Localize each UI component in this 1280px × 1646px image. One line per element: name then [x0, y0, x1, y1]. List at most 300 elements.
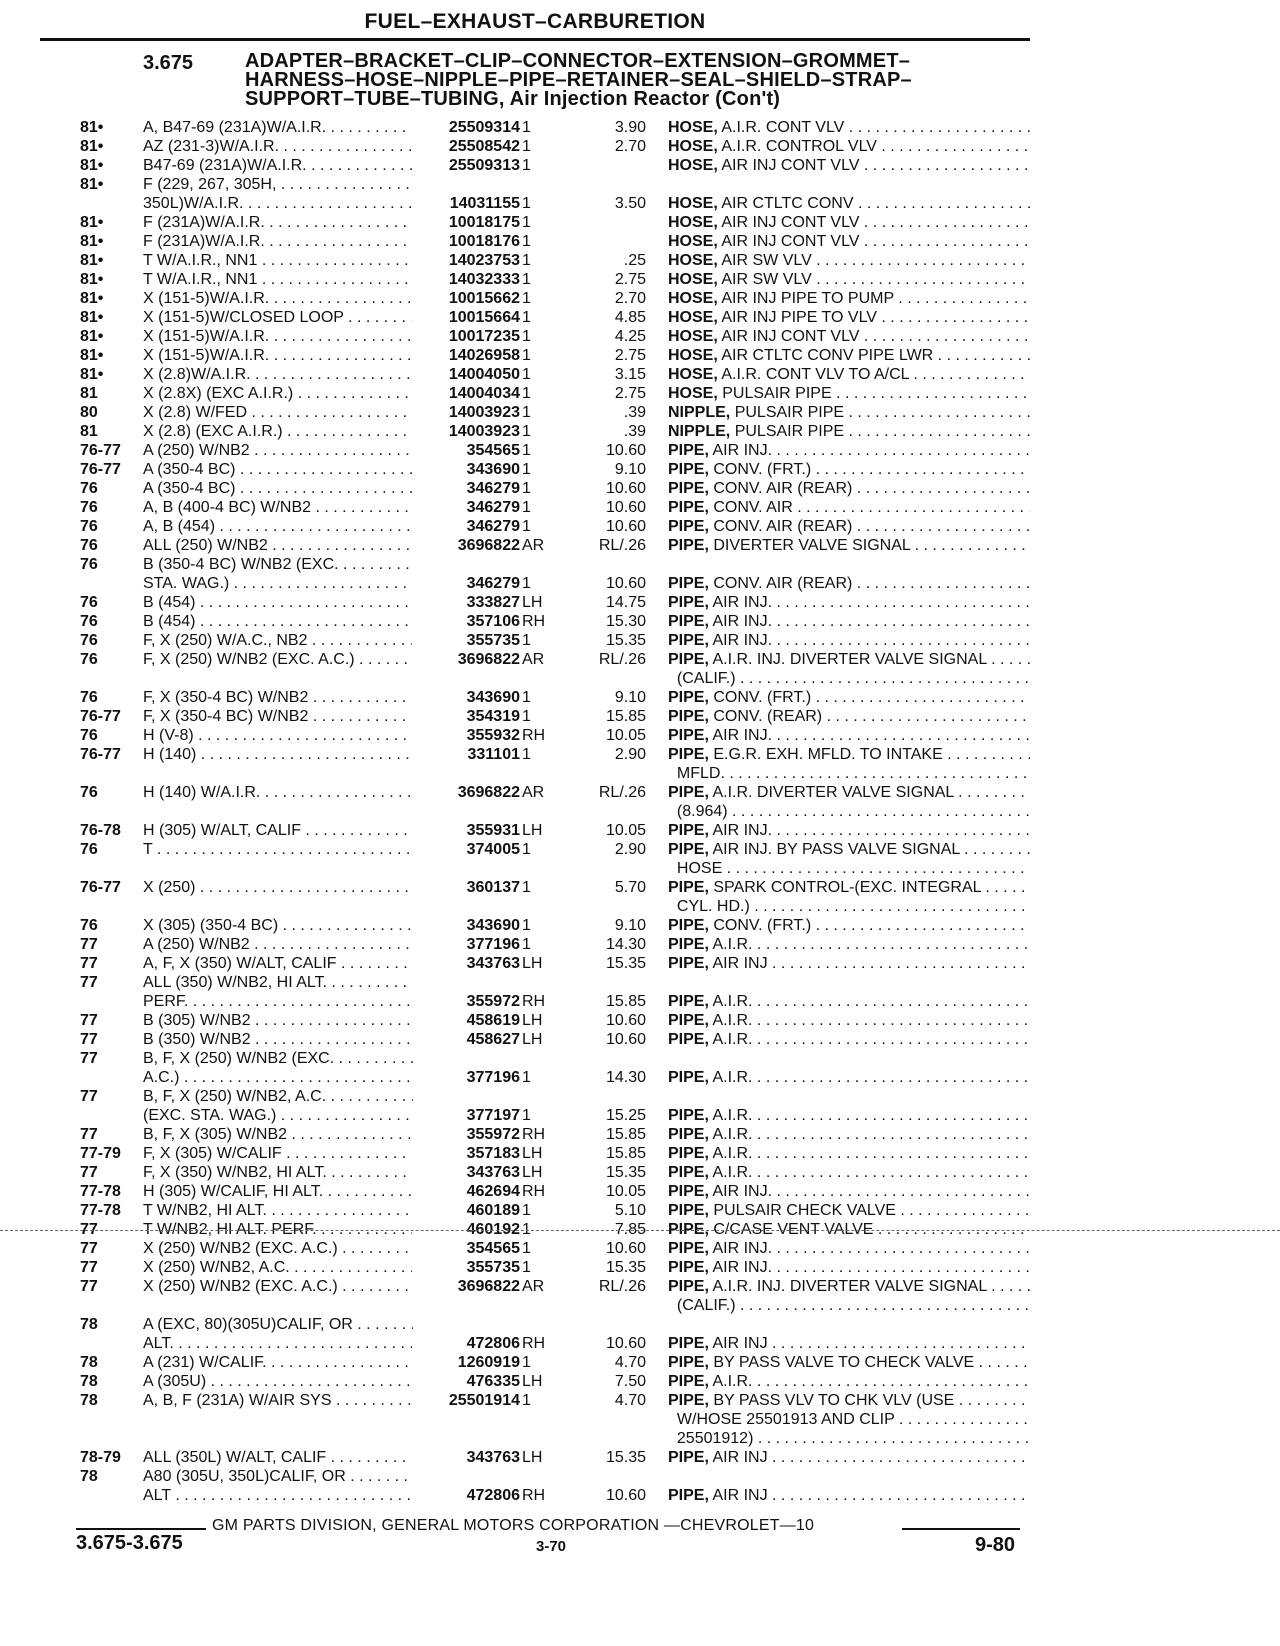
row-quantity: 1 — [522, 119, 531, 136]
table-row — [0, 289, 1280, 308]
row-description-text: HOSE — [676, 860, 723, 877]
row-description — [668, 1277, 1030, 1296]
row-model: X (2.8) (EXC A.I.R.) . . . — [143, 422, 413, 441]
row-price: 15.85 — [605, 1145, 646, 1162]
table-row — [0, 840, 1280, 859]
row-description — [668, 783, 1030, 802]
row-model: A (250) W/NB2 . . . — [143, 935, 413, 954]
table-row — [0, 137, 1280, 156]
row-part-name: PIPE, — [668, 480, 709, 497]
row-model: X (250) W/NB2 (EXC. A.C.) . . . — [143, 1239, 413, 1258]
row-part-number: 343690 — [412, 916, 520, 935]
table-row — [0, 1410, 1280, 1429]
row-part-number: 10018176 — [412, 232, 520, 251]
row-part-name: PIPE, — [668, 518, 709, 535]
table-row — [0, 555, 1280, 574]
row-model: X (151-5)W/A.I.R. . . . — [143, 327, 413, 346]
row-description — [668, 517, 1030, 536]
row-part-name: PIPE, — [668, 1335, 709, 1352]
row-year: 77-78 — [80, 1183, 121, 1200]
row-year: 81• — [80, 176, 104, 193]
table-row — [0, 707, 1280, 726]
row-part-number: 472806 — [412, 1334, 520, 1353]
row-part-name: PIPE, — [668, 613, 709, 630]
row-part-name: HOSE, — [668, 271, 718, 288]
row-quantity: 1 — [522, 157, 531, 174]
row-part-number: 14003923 — [412, 422, 520, 441]
row-model: X (250) W/NB2 (EXC. A.C.) . . . — [143, 1277, 413, 1296]
row-part-name: HOSE, — [668, 157, 718, 174]
row-description — [668, 384, 1030, 403]
row-model: F, X (350) W/NB2, HI ALT. . . . — [143, 1163, 413, 1182]
row-model: AZ (231-3)W/A.I.R. . . . — [143, 137, 413, 156]
row-part-number: 343690 — [412, 460, 520, 479]
row-quantity: 1 — [522, 1240, 531, 1257]
table-row — [0, 764, 1280, 783]
row-price: 10.60 — [605, 480, 646, 497]
row-quantity: 1 — [522, 271, 531, 288]
row-quantity: 1 — [522, 138, 531, 155]
row-year: 77 — [80, 974, 98, 991]
row-price: 15.85 — [605, 993, 646, 1010]
row-year: 78 — [80, 1316, 98, 1333]
row-description-text: (CALIF.) — [676, 670, 736, 687]
row-model: B (454) . . . — [143, 612, 413, 631]
row-year: 77 — [80, 1050, 98, 1067]
row-model: X (305) (350-4 BC) . . . — [143, 916, 413, 935]
row-part-name: PIPE, — [668, 746, 709, 763]
row-part-name: PIPE, — [668, 442, 709, 459]
row-quantity: 1 — [522, 461, 531, 478]
table-row — [0, 897, 1280, 916]
table-row — [0, 916, 1280, 935]
row-description-text: CONV. AIR — [713, 499, 793, 516]
row-description-text: AIR INJ PIPE TO PUMP — [721, 290, 894, 307]
row-price: 3.15 — [614, 366, 646, 383]
table-row — [0, 308, 1280, 327]
row-model: A (350-4 BC) . . . — [143, 460, 413, 479]
row-description — [668, 821, 1030, 840]
row-quantity: 1 — [522, 214, 531, 231]
row-year: 76 — [80, 651, 98, 668]
row-description — [668, 346, 1030, 365]
row-description-text: CONV. AIR (REAR) — [713, 480, 853, 497]
row-description — [668, 156, 1030, 175]
row-description-text: CONV. (FRT.) — [713, 689, 812, 706]
row-description-text: CONV. (REAR) — [713, 708, 823, 725]
row-description-text: A.I.R. — [712, 936, 753, 953]
row-price: 4.70 — [614, 1392, 646, 1409]
row-part-number: 357183 — [412, 1144, 520, 1163]
table-row — [0, 365, 1280, 384]
table-row — [0, 441, 1280, 460]
footer-section-range: 3.675-3.675 — [76, 1532, 183, 1554]
table-row — [0, 1277, 1280, 1296]
row-price: 9.10 — [614, 461, 646, 478]
row-part-number: 14032333 — [412, 270, 520, 289]
table-row — [0, 1068, 1280, 1087]
row-description — [668, 1448, 1030, 1467]
row-quantity: 1 — [522, 1069, 531, 1086]
row-year: 76 — [80, 727, 98, 744]
row-price: 3.50 — [614, 195, 646, 212]
row-quantity: RH — [522, 1126, 546, 1143]
row-description-text: A.I.R. INJ. DIVERTER VALVE SIGNAL — [712, 1278, 987, 1295]
row-description-text: MFLD. — [676, 765, 725, 782]
row-quantity: LH — [522, 1031, 543, 1048]
row-part-number: 1260919 — [412, 1353, 520, 1372]
row-part-name: PIPE, — [668, 1240, 709, 1257]
row-year: 77 — [80, 1221, 98, 1238]
row-part-name: HOSE, — [668, 214, 718, 231]
table-row — [0, 118, 1280, 137]
row-description — [668, 118, 1030, 137]
row-description — [668, 251, 1030, 270]
row-price: 2.75 — [614, 347, 646, 364]
row-year: 81• — [80, 366, 104, 383]
row-description-text: A.I.R. DIVERTER VALVE SIGNAL — [712, 784, 954, 801]
row-year: 81• — [80, 252, 104, 269]
row-quantity: 1 — [522, 841, 531, 858]
row-price: 10.60 — [605, 499, 646, 516]
row-description — [668, 897, 1030, 916]
row-year: 78 — [80, 1392, 98, 1409]
row-description-text: AIR INJ — [712, 1335, 768, 1352]
row-description — [668, 1068, 1030, 1087]
footer-rule — [76, 1528, 206, 1530]
row-description-text: W/HOSE 25501913 AND CLIP — [676, 1411, 895, 1428]
row-year: 77 — [80, 1164, 98, 1181]
row-quantity: AR — [522, 651, 545, 668]
table-row — [0, 1258, 1280, 1277]
row-part-name: HOSE, — [668, 252, 718, 269]
row-description — [668, 631, 1030, 650]
row-price: 10.60 — [605, 442, 646, 459]
row-model: X (151-5)W/CLOSED LOOP . . . — [143, 308, 413, 327]
row-description — [668, 1030, 1030, 1049]
table-row — [0, 232, 1280, 251]
row-model: F, X (250) W/A.C., NB2 . . . — [143, 631, 413, 650]
row-price: 10.05 — [605, 727, 646, 744]
row-quantity: 1 — [522, 442, 531, 459]
row-quantity: RH — [522, 1487, 546, 1504]
table-row — [0, 479, 1280, 498]
row-description — [668, 422, 1030, 441]
row-description-text: AIR INJ. — [712, 632, 773, 649]
row-model: A, B47-69 (231A)W/A.I.R. . . . — [143, 118, 413, 137]
table-row — [0, 1448, 1280, 1467]
row-price: .25 — [623, 252, 646, 269]
row-quantity: LH — [522, 594, 543, 611]
row-description — [668, 1391, 1030, 1410]
row-price: 15.85 — [605, 1126, 646, 1143]
row-description-text: PULSAIR PIPE — [722, 385, 832, 402]
fold-line — [0, 1230, 1280, 1231]
row-price: 2.70 — [614, 138, 646, 155]
row-quantity: 1 — [522, 518, 531, 535]
row-part-number: 14003923 — [412, 403, 520, 422]
row-model: ALT. . . . — [143, 1334, 413, 1353]
row-part-name: PIPE, — [668, 575, 709, 592]
row-part-name: HOSE, — [668, 347, 718, 364]
row-model: H (305) W/CALIF, HI ALT. . . . — [143, 1182, 413, 1201]
row-model: F (231A)W/A.I.R. . . . — [143, 232, 413, 251]
table-row — [0, 213, 1280, 232]
row-description — [668, 479, 1030, 498]
row-part-number: 25501914 — [412, 1391, 520, 1410]
row-quantity: LH — [522, 1164, 543, 1181]
row-description-text: AIR INJ. — [712, 727, 773, 744]
row-model: H (V-8) . . . — [143, 726, 413, 745]
row-quantity: 1 — [522, 309, 531, 326]
row-year: 76 — [80, 594, 98, 611]
row-part-number: 10018175 — [412, 213, 520, 232]
row-description-text: AIR INJ. — [712, 613, 773, 630]
row-part-number: 360137 — [412, 878, 520, 897]
row-part-name: PIPE, — [668, 1259, 709, 1276]
row-part-number: 14023753 — [412, 251, 520, 270]
row-quantity: 1 — [522, 499, 531, 516]
row-quantity: 1 — [522, 233, 531, 250]
table-row — [0, 688, 1280, 707]
row-year: 81• — [80, 233, 104, 250]
row-description-text: AIR INJ — [712, 955, 768, 972]
row-price: 15.85 — [605, 708, 646, 725]
table-row — [0, 517, 1280, 536]
row-quantity: LH — [522, 1373, 543, 1390]
row-model: F, X (250) W/NB2 (EXC. A.C.) . . . — [143, 650, 413, 669]
header-rule — [40, 38, 1030, 41]
row-description-text: A.I.R. INJ. DIVERTER VALVE SIGNAL — [712, 651, 987, 668]
row-year: 76 — [80, 480, 98, 497]
row-price: 10.60 — [605, 1012, 646, 1029]
row-description — [668, 1125, 1030, 1144]
row-description-text: AIR INJ. — [712, 594, 773, 611]
row-quantity: RH — [522, 613, 546, 630]
row-part-name: PIPE, — [668, 917, 709, 934]
row-description-text: CONV. AIR (REAR) — [713, 575, 853, 592]
table-row — [0, 574, 1280, 593]
row-price: 2.75 — [614, 271, 646, 288]
row-description-text: A.I.R. CONT VLV TO A/CL — [721, 366, 909, 383]
row-description — [668, 137, 1030, 156]
row-description — [668, 574, 1030, 593]
row-part-name: HOSE, — [668, 195, 718, 212]
footer-rule — [902, 1528, 1020, 1530]
row-model: X (250) . . . — [143, 878, 413, 897]
table-row — [0, 1315, 1280, 1334]
row-quantity: 1 — [522, 708, 531, 725]
row-part-number: 460189 — [412, 1201, 520, 1220]
row-quantity: LH — [522, 822, 543, 839]
table-row — [0, 156, 1280, 175]
row-price: .39 — [623, 423, 646, 440]
table-row — [0, 992, 1280, 1011]
row-year: 81 — [80, 423, 98, 440]
row-part-name: PIPE, — [668, 1031, 709, 1048]
row-part-number: 3696822 — [412, 1277, 520, 1296]
table-row — [0, 1144, 1280, 1163]
row-quantity: LH — [522, 1449, 543, 1466]
row-year: 81 — [80, 385, 98, 402]
table-row — [0, 1125, 1280, 1144]
row-quantity: RH — [522, 993, 546, 1010]
table-row — [0, 1163, 1280, 1182]
row-part-number: 25509313 — [412, 156, 520, 175]
row-part-name: PIPE, — [668, 1069, 709, 1086]
row-price: RL/.26 — [598, 784, 646, 801]
row-part-name: HOSE, — [668, 138, 718, 155]
row-year: 77 — [80, 1126, 98, 1143]
row-model: F (231A)W/A.I.R. . . . — [143, 213, 413, 232]
section-title-line: SUPPORT–TUBE–TUBING, Air Injection Reactor (Con't) — [245, 88, 781, 110]
row-year: 81• — [80, 309, 104, 326]
row-description-text: AIR INJ — [712, 1487, 768, 1504]
row-description — [668, 1144, 1030, 1163]
row-year: 76 — [80, 518, 98, 535]
table-row — [0, 821, 1280, 840]
row-part-number: 354319 — [412, 707, 520, 726]
row-part-number: 472806 — [412, 1486, 520, 1505]
row-year: 81• — [80, 328, 104, 345]
row-price: 5.10 — [614, 1202, 646, 1219]
row-description — [668, 232, 1030, 251]
row-year: 81• — [80, 271, 104, 288]
row-part-number: 343763 — [412, 954, 520, 973]
row-description-text: AIR INJ. BY PASS VALVE SIGNAL — [712, 841, 960, 858]
row-quantity: RH — [522, 1335, 546, 1352]
row-model: X (151-5)W/A.I.R. . . . — [143, 289, 413, 308]
row-description-text: AIR INJ CONT VLV — [721, 233, 860, 250]
row-part-number: 377197 — [412, 1106, 520, 1125]
row-description — [668, 1258, 1030, 1277]
table-row — [0, 1106, 1280, 1125]
row-year: 76 — [80, 841, 98, 858]
row-year: 78 — [80, 1468, 98, 1485]
table-row — [0, 384, 1280, 403]
table-row — [0, 270, 1280, 289]
row-part-number: 462694 — [412, 1182, 520, 1201]
row-description — [668, 840, 1030, 859]
row-description — [668, 441, 1030, 460]
table-row — [0, 669, 1280, 688]
table-row — [0, 460, 1280, 479]
row-quantity: 1 — [522, 1107, 531, 1124]
row-year: 81• — [80, 138, 104, 155]
row-model: F, X (350-4 BC) W/NB2 . . . — [143, 707, 413, 726]
row-year: 76-77 — [80, 708, 121, 725]
row-year: 76-77 — [80, 879, 121, 896]
row-year: 76 — [80, 689, 98, 706]
row-model: T W/A.I.R., NN1 . . . — [143, 270, 413, 289]
row-part-name: PIPE, — [668, 1145, 709, 1162]
row-part-number: 354565 — [412, 1239, 520, 1258]
row-price: 15.35 — [605, 1259, 646, 1276]
row-price: 9.10 — [614, 689, 646, 706]
row-part-number: 458619 — [412, 1011, 520, 1030]
row-description — [668, 1486, 1030, 1505]
row-year: 77-79 — [80, 1145, 121, 1162]
footer-date: 9-80 — [975, 1534, 1016, 1556]
row-part-number: 374005 — [412, 840, 520, 859]
row-model: A (350-4 BC) . . . — [143, 479, 413, 498]
row-quantity: 1 — [522, 423, 531, 440]
row-part-number: 343690 — [412, 688, 520, 707]
row-part-name: PIPE, — [668, 936, 709, 953]
row-price: 7.50 — [614, 1373, 646, 1390]
row-part-number: 355972 — [412, 1125, 520, 1144]
table-row — [0, 1011, 1280, 1030]
row-part-name: PIPE, — [668, 708, 709, 725]
row-price: 14.30 — [605, 1069, 646, 1086]
table-row — [0, 346, 1280, 365]
row-description-text: AIR INJ. — [712, 442, 773, 459]
row-price: 14.30 — [605, 936, 646, 953]
row-description-text: A.I.R. — [712, 1145, 753, 1162]
row-description-text: AIR CTLTC CONV PIPE LWR — [721, 347, 934, 364]
row-year: 77 — [80, 1088, 98, 1105]
row-model: F, X (350-4 BC) W/NB2 . . . — [143, 688, 413, 707]
table-row — [0, 1334, 1280, 1353]
row-part-name: NIPPLE, — [668, 404, 731, 421]
row-quantity: 1 — [522, 936, 531, 953]
row-model: F, X (305) W/CALIF . . . — [143, 1144, 413, 1163]
row-model: B (305) W/NB2 . . . — [143, 1011, 413, 1030]
row-quantity: LH — [522, 1012, 543, 1029]
row-price: RL/.26 — [598, 537, 646, 554]
row-model: B, F, X (250) W/NB2, A.C. . . . — [143, 1087, 413, 1106]
row-part-name: PIPE, — [668, 651, 709, 668]
row-description — [668, 1353, 1030, 1372]
row-model: ALL (250) W/NB2 . . . — [143, 536, 413, 555]
row-part-number: 343763 — [412, 1448, 520, 1467]
row-description-text: AIR INJ. — [712, 1240, 773, 1257]
row-description — [668, 403, 1030, 422]
row-price: 3.90 — [614, 119, 646, 136]
table-row — [0, 783, 1280, 802]
row-model: A (250) W/NB2 . . . — [143, 441, 413, 460]
row-quantity: AR — [522, 1278, 545, 1295]
row-quantity: 1 — [522, 347, 531, 364]
row-part-name: HOSE, — [668, 328, 718, 345]
row-year: 80 — [80, 404, 98, 421]
row-part-name: HOSE, — [668, 366, 718, 383]
row-model: B (350-4 BC) W/NB2 (EXC. . . . — [143, 555, 413, 574]
row-part-name: PIPE, — [668, 955, 709, 972]
table-row — [0, 403, 1280, 422]
row-description-text: CONV. (FRT.) — [713, 917, 812, 934]
row-model: T W/NB2, HI ALT. . . . — [143, 1201, 413, 1220]
row-year: 77 — [80, 936, 98, 953]
row-quantity: AR — [522, 784, 545, 801]
table-row — [0, 593, 1280, 612]
row-part-number: 346279 — [412, 498, 520, 517]
row-price: 2.75 — [614, 385, 646, 402]
row-price: .39 — [623, 404, 646, 421]
row-quantity: 1 — [522, 1392, 531, 1409]
row-model: F (229, 267, 305H, . . . — [143, 175, 413, 194]
row-price: 2.90 — [614, 841, 646, 858]
row-price: 10.60 — [605, 1031, 646, 1048]
row-year: 81• — [80, 119, 104, 136]
row-part-number: 476335 — [412, 1372, 520, 1391]
row-model: ALT . . . — [143, 1486, 413, 1505]
row-part-number: 346279 — [412, 479, 520, 498]
row-description-text: AIR INJ — [712, 1449, 768, 1466]
row-description — [668, 859, 1030, 878]
row-year: 77 — [80, 955, 98, 972]
row-description-text: A.I.R. — [712, 1373, 753, 1390]
